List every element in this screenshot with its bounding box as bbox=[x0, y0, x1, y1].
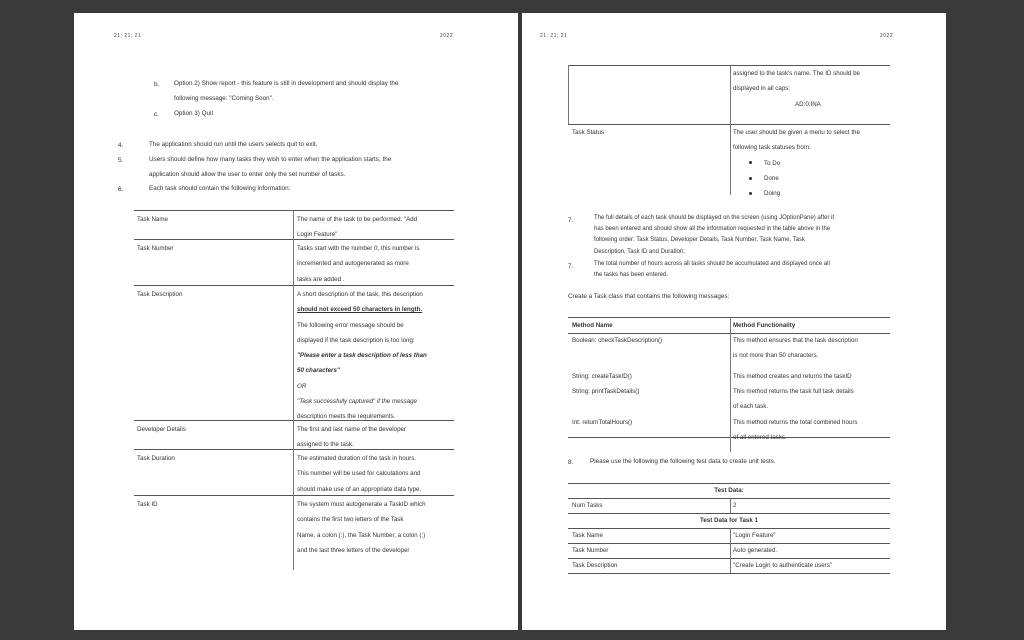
column-header: Method Functionality bbox=[733, 322, 796, 329]
table-cell: Task Description bbox=[572, 562, 618, 569]
list-marker: 5. bbox=[118, 157, 124, 164]
header-left: 21; 21; 21 bbox=[114, 33, 142, 39]
table-cell: "Login Feature" bbox=[733, 532, 776, 539]
bullet-icon bbox=[749, 192, 752, 195]
table-cell: String: printTaskDetails() bbox=[572, 388, 640, 395]
right-page bbox=[522, 13, 946, 630]
table-cell: The name of the task to be performed: "Add Login Feature" bbox=[297, 216, 418, 239]
header-left: 21; 21; 21 bbox=[540, 33, 568, 39]
header-right: 2022 bbox=[880, 33, 894, 39]
list-item: The application should run until the users selects quit to exit. bbox=[149, 141, 318, 148]
table-cell: Boolean: checkTaskDescription() bbox=[572, 337, 663, 344]
table-cell: Auto generated. bbox=[733, 547, 778, 554]
table-cell: The first and last name of the developer assigned to the task. bbox=[297, 426, 407, 449]
table-cell: Task Name bbox=[137, 216, 168, 223]
table-cell: Tasks start with the number 0, this number is incremented and autogenerated as more tasks are added . bbox=[297, 245, 420, 283]
table-cell: Task Name bbox=[572, 532, 603, 539]
table-cell: A short description of the task, this description should not exceed 50 characters in length. The following error message should be displayed if the task description is too long: "Please enter a task description of less than 50 characters" OR "Task successfully captured" if the message description meets the requirements. bbox=[297, 291, 427, 421]
table-cell: This method returns the task full task details of each task. bbox=[733, 388, 854, 411]
list-item: The total number of hours across all tasks should be accumulated and displayed once all the tasks has been entered. bbox=[594, 261, 830, 279]
list-item: The full details of each task should be displayed on the screen (using JOptionPane) after it has been entered and should show all the information requested in the table above in the following order: Task Status, Developer Details, Task Number, Task Name, Task Description, Task ID and Duration; bbox=[594, 215, 835, 255]
list-item: Please use the following the following test data to create unit tests. bbox=[590, 458, 776, 465]
bullet-icon bbox=[749, 177, 752, 180]
left-page bbox=[74, 13, 518, 630]
table-cell: The user should be given a menu to select the following task statuses from: To Do Done Doing bbox=[733, 129, 860, 198]
table-subtitle: Test Data for Task 1 bbox=[700, 517, 758, 524]
table-cell: Developer Details bbox=[137, 426, 186, 433]
list-marker: b. bbox=[154, 81, 160, 88]
list-marker: 8. bbox=[568, 459, 574, 466]
bullet-icon bbox=[749, 161, 752, 164]
table-cell: String: createTaskID() bbox=[572, 373, 632, 380]
list-item: Option 3) Quit bbox=[174, 110, 214, 117]
table-cell: Task Number bbox=[137, 245, 174, 252]
table-cell: "Create Login to authenticate users" bbox=[733, 562, 832, 569]
table-cell: This method ensures that the task description is not more than 50 characters. bbox=[733, 337, 858, 360]
table-cell: 2 bbox=[733, 502, 737, 509]
class-intro: Create a Task class that contains the following messages: bbox=[568, 293, 730, 300]
table-cell: Task Status bbox=[572, 129, 604, 136]
list-marker: 6. bbox=[118, 186, 124, 193]
list-marker: 7. bbox=[568, 217, 574, 224]
list-item: Users should define how many tasks they wish to enter when the application starts, the application should allow the user to enter only the set number of tasks. bbox=[149, 156, 392, 178]
table-cell: This method returns the total combined hours of all entered tasks. bbox=[733, 419, 858, 442]
table-cell: assigned to the task's name. The ID should be displayed in all caps: AD:0:INA bbox=[733, 70, 860, 108]
list-item: Option 2) Show report - this feature is still in development and should display the following message: "Coming Soon". bbox=[174, 80, 399, 102]
table-cell: This method creates and returns the taskID bbox=[733, 373, 852, 380]
list-marker: 7. bbox=[568, 263, 574, 270]
list-item: Each task should contain the following information: bbox=[149, 185, 291, 192]
table-cell: Int: returnTotalHours() bbox=[572, 419, 633, 426]
table-title: Test Data: bbox=[714, 487, 744, 494]
header-right: 2022 bbox=[440, 33, 454, 39]
table-cell: The estimated duration of the task in hours. This number will be used for calculations and should make use of an appropriate data type. bbox=[297, 455, 422, 493]
table-cell: The system must autogenerate a TaskID which contains the first two letters of the Task Name, a colon (:), the Task Number, a colon (:) and the last three letters of the developer bbox=[297, 501, 426, 554]
table-cell: Task ID bbox=[137, 501, 158, 508]
column-header: Method Name bbox=[572, 322, 613, 329]
table-cell: Task Number bbox=[572, 547, 609, 554]
list-marker: c. bbox=[154, 111, 159, 118]
table-cell: Task Duration bbox=[137, 455, 175, 462]
list-marker: 4. bbox=[118, 142, 124, 149]
table-cell: Num Tasks bbox=[572, 502, 603, 509]
table-cell: Task Description bbox=[137, 291, 183, 298]
